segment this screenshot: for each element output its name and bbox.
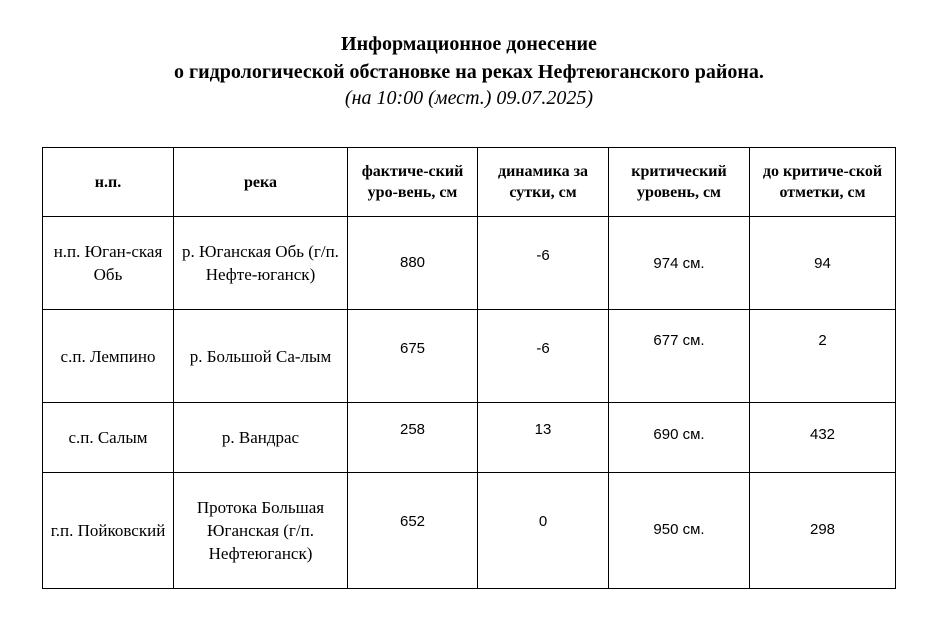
header-to-critical: до критиче-ской отметки, см xyxy=(750,148,896,217)
table-row xyxy=(43,217,896,310)
table-row xyxy=(43,473,896,589)
cell-actual xyxy=(348,403,478,473)
table-row xyxy=(43,310,896,403)
cell-to-critical xyxy=(750,473,896,589)
cell-dynamics xyxy=(478,403,609,473)
cell-actual xyxy=(348,310,478,403)
cell-river: р. Юганская Обь (г/п. Нефте-юганск) xyxy=(174,217,348,310)
cell-dynamics xyxy=(478,473,609,589)
cell-critical xyxy=(609,310,750,403)
cell-dynamics xyxy=(478,217,609,310)
cell-to-critical xyxy=(750,310,896,403)
report-title xyxy=(0,30,938,110)
value-to-critical: 432 xyxy=(809,426,836,443)
value-actual: 880 xyxy=(399,254,426,271)
table-header-row xyxy=(43,148,896,217)
value-to-critical: 298 xyxy=(809,521,836,538)
cell-to-critical xyxy=(750,403,896,473)
cell-river: Протока Большая Юганская (г/п. Нефтеюганск) xyxy=(174,473,348,589)
value-critical: 677 см. xyxy=(653,332,705,349)
value-actual: 652 xyxy=(399,513,426,530)
value-to-critical: 94 xyxy=(814,255,831,272)
value-dynamics: -6 xyxy=(536,247,550,264)
title-line-1: Информационное донесение xyxy=(341,33,597,55)
value-actual: 258 xyxy=(399,421,426,438)
cell-np: с.п. Салым xyxy=(43,403,174,473)
value-dynamics: 13 xyxy=(534,421,552,438)
cell-to-critical xyxy=(750,217,896,310)
cell-critical xyxy=(609,217,750,310)
header-actual-level: фактиче-ский уро-вень, см xyxy=(348,148,478,217)
value-actual: 675 xyxy=(399,340,426,357)
table-row xyxy=(43,403,896,473)
cell-np: с.п. Лемпино xyxy=(43,310,174,403)
hydrology-table xyxy=(42,147,896,589)
cell-critical xyxy=(609,403,750,473)
title-date-line: (на 10:00 (мест.) 09.07.2025) xyxy=(344,87,594,109)
value-critical: 974 см. xyxy=(653,255,705,272)
header-dynamics: динамика за сутки, см xyxy=(478,148,609,217)
cell-actual xyxy=(348,217,478,310)
cell-actual xyxy=(348,473,478,589)
header-np: н.п. xyxy=(43,148,174,217)
value-critical: 690 см. xyxy=(653,426,705,443)
value-critical: 950 см. xyxy=(653,521,705,538)
cell-dynamics xyxy=(478,310,609,403)
cell-np: н.п. Юган-ская Обь xyxy=(43,217,174,310)
cell-critical xyxy=(609,473,750,589)
value-dynamics: 0 xyxy=(538,513,548,530)
header-critical-level: критический уровень, см xyxy=(609,148,750,217)
title-line-2: о гидрологической обстановке на реках Нефтеюганского района. xyxy=(174,61,764,83)
value-to-critical: 2 xyxy=(818,332,827,349)
cell-river: р. Большой Са-лым xyxy=(174,310,348,403)
header-river: река xyxy=(174,148,348,217)
cell-np: г.п. Пойковский xyxy=(43,473,174,589)
cell-river: р. Вандрас xyxy=(174,403,348,473)
value-dynamics: -6 xyxy=(536,340,550,357)
